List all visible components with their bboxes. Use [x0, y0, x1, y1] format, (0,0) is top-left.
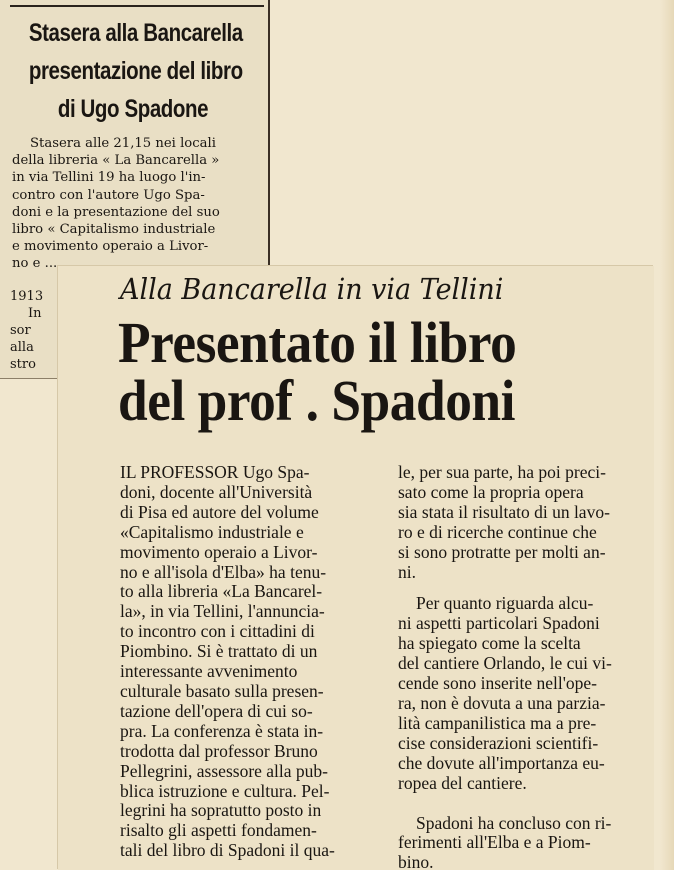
column-line: trodotta dal professor Bruno: [120, 740, 318, 761]
column-line: Piombino. Si è trattato di un: [120, 641, 318, 662]
paragraph-gap: [398, 794, 652, 814]
clipping-back-headline: [28, 14, 243, 128]
column-line: le, per sua parte, ha poi preci-: [398, 462, 606, 482]
column-line: risalto gli aspetti fondamen-: [120, 820, 317, 841]
headline-line: di Ugo Spadone: [57, 95, 209, 123]
column-line: si sono protratte per molti an-: [398, 541, 606, 562]
article-kicker: Alla Bancarella in via Tellini: [120, 272, 504, 306]
fragment-text: sor: [10, 323, 31, 338]
column-line: lità campanilistica ma a pre-: [398, 712, 597, 733]
column-line: to alla libreria «La Bancarel-: [120, 581, 323, 602]
body-line: doni e la presentazione del suo: [12, 204, 220, 220]
column-line: pra. La conferenza è stata in-: [120, 720, 324, 741]
headline-line: Stasera alla Bancarella: [28, 19, 243, 47]
body-line: in via Tellini 19 ha luogo l'in-: [12, 170, 206, 186]
column-line: ha spiegato come la scelta: [398, 633, 581, 654]
column-line: Spadoni ha concluso con ri-: [416, 812, 612, 833]
body-line: contro con l'autore Ugo Spa-: [12, 187, 205, 203]
fragment-text: 1913: [10, 289, 44, 304]
column-line: culturale basato sulla presen-: [120, 680, 324, 701]
column-line: blica istruzione e cultura. Pel-: [120, 780, 330, 801]
column-line: «Capitalismo industriale e: [120, 521, 304, 542]
page-background-edge: [660, 0, 674, 870]
column-line: tali del libro di Spadoni il qua-: [120, 840, 335, 861]
body-line: Stasera alle 21,15 nei locali: [30, 136, 216, 151]
column-line: ni aspetti particolari Spadoni: [398, 613, 600, 634]
fragment-text: alla: [10, 340, 34, 355]
article-title: [118, 310, 596, 433]
clipping-back-body: [12, 135, 258, 273]
column-line: bino.: [398, 852, 434, 870]
column-line: che dovute all'importanza eu-: [398, 752, 605, 773]
column-line: to incontro con i cittadini di: [120, 621, 315, 642]
newspaper-clipping-front: [58, 266, 654, 870]
article-left-column: [120, 463, 382, 861]
title-line: Presentato il libro: [118, 310, 517, 375]
column-line: cise considerazioni scientifi-: [398, 732, 599, 753]
column-line: movimento operaio a Livor-: [120, 541, 318, 562]
column-line: ni.: [398, 561, 416, 582]
clipping-top-rule: [10, 5, 264, 7]
body-line: no e ...: [12, 256, 58, 272]
column-line: Pellegrini, assessore alla pub-: [120, 760, 329, 781]
article-right-column: [398, 463, 652, 870]
headline-line: presentazione del libro: [28, 57, 243, 85]
fragment-text: stro: [10, 357, 36, 372]
column-line: ferimenti all'Elba e a Piom-: [398, 832, 591, 853]
column-line: cende sono inserite nell'ope-: [398, 673, 597, 694]
column-line: tazione dell'opera di cui so-: [120, 700, 313, 721]
column-line: interessante avvenimento: [120, 661, 298, 682]
title-line: del prof . Spadoni: [118, 368, 516, 433]
column-line: IL PROFESSOR Ugo Spa-: [120, 462, 310, 482]
column-line: ro e di ricerche continue che: [398, 521, 597, 542]
column-line: sato come la propria opera: [398, 481, 584, 502]
column-line: del cantiere Orlando, le cui vi-: [398, 653, 612, 674]
body-line: e movimento operaio a Livor-: [12, 239, 209, 255]
column-line: sia stata il risultato di un lavo-: [398, 501, 610, 522]
column-line: no e all'isola d'Elba» ha tenu-: [120, 561, 327, 582]
column-line: legrini ha sopratutto posto in: [120, 800, 322, 821]
fragment-text: In: [28, 306, 42, 321]
body-line: della libreria « La Bancarella »: [12, 153, 220, 169]
column-line: Per quanto riguarda alcu-: [416, 593, 594, 614]
column-line: doni, docente all'Università: [120, 481, 313, 502]
column-line: ropea del cantiere.: [398, 772, 527, 793]
column-line: la», in via Tellini, l'annuncia-: [120, 601, 325, 622]
column-line: di Pisa ed autore del volume: [120, 501, 319, 522]
column-line: ra, non è dovuta a una parzia-: [398, 692, 606, 713]
body-line: libro « Capitalismo industriale: [12, 222, 216, 238]
